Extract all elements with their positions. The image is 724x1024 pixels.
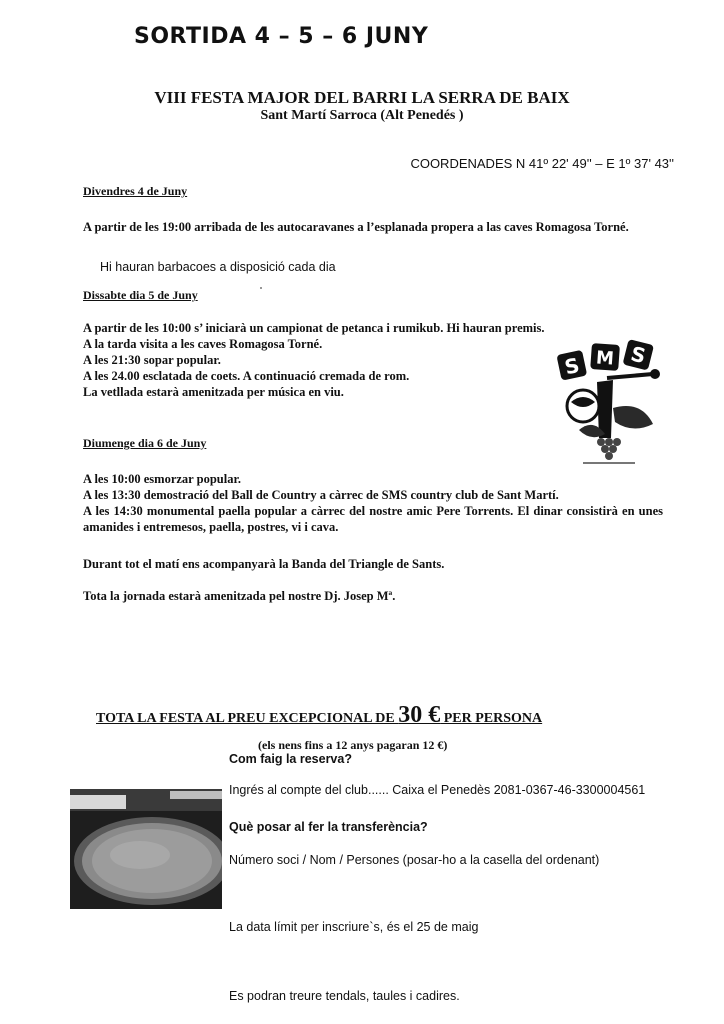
scan-speck: [260, 287, 262, 289]
transfer-info: Número soci / Nom / Persones (posar-ho a la casella del ordenant): [229, 853, 600, 867]
sunday-dj-text: Tota la jornada estarà amenitzada pel nostre Dj. Josep Mª.: [83, 589, 396, 603]
saturday-line: A les 24.00 esclatada de coets. A continuació cremada de rom.: [83, 369, 410, 383]
bank-account-info: Ingrés al compte del club...... Caixa el Penedès 2081-0367-46-3300004561: [229, 783, 646, 797]
kids-price: (els nens fins a 12 anys pagaran 12 €): [258, 738, 448, 752]
logo-letter-s2: S: [628, 341, 649, 369]
booking-question: Com faig la reserva?: [229, 752, 352, 766]
saturday-line: A partir de les 10:00 s’ iniciarà un campionat de petanca i rumikub. Hi hauran premis.: [83, 321, 545, 335]
friday-arrival-text: A partir de les 19:00 arribada de les autocaravanes a l’esplanada propera a las caves Romagosa Torné.: [83, 220, 629, 234]
price-suffix: PER PERSONA: [440, 711, 543, 726]
saturday-heading: Dissabte dia 5 de Juny: [83, 288, 198, 302]
sunday-paella-text: A les 14:30 monumental paella popular a càrrec del nostre amic Pere Torrents. El dinar consistirà en unes amanides i entremesos, paella, postres, vi i cava.: [83, 504, 663, 534]
logo-letter-s1: S: [562, 352, 582, 380]
sunday-line: A les 13:30 demostració del Ball de Country a càrrec de SMS country club de Sant Martí.: [83, 488, 559, 502]
price-banner: [96, 702, 656, 729]
price-amount: 30 €: [398, 702, 441, 728]
sunday-program: [83, 471, 663, 503]
sunday-band-text: Durant tot el matí ens acompanyarà la Banda del Triangle de Sants.: [83, 557, 445, 571]
sunday-line: A les 10:00 esmorzar popular.: [83, 472, 241, 486]
gps-coordinates: COORDENADES N 41º 22' 49'' – E 1º 37' 43'': [410, 156, 674, 171]
transfer-question: Què posar al fer la transferència?: [229, 820, 428, 834]
saturday-line: La vetllada estarà amenitzada per música en viu.: [83, 385, 344, 399]
furniture-note: Es podran treure tendals, taules i cadires.: [229, 989, 460, 1003]
paella-photo: [70, 789, 222, 909]
barbecue-note: Hi hauran barbacoes a disposició cada dia: [100, 260, 336, 274]
registration-deadline: La data límit per inscriure`s, és el 25 de maig: [229, 920, 479, 934]
saturday-line: A la tarda visita a les caves Romagosa Torné.: [83, 337, 323, 351]
trip-dates-heading: SORTIDA 4 – 5 – 6 JUNY: [134, 24, 429, 49]
festival-location: Sant Martí Sarroca (Alt Penedés ): [260, 108, 464, 123]
saturday-line: A les 21:30 sopar popular.: [83, 353, 221, 367]
festival-title: VIII FESTA MAJOR DEL BARRI LA SERRA DE BAIX: [154, 88, 570, 107]
friday-heading: Divendres 4 de Juny: [83, 184, 188, 198]
logo-letter-m: M: [595, 347, 615, 370]
price-prefix: TOTA LA FESTA AL PREU EXCEPCIONAL DE: [96, 711, 399, 726]
paella-pan-image: [70, 789, 222, 909]
sms-country-club-logo: [553, 338, 665, 468]
sunday-heading: Diumenge dia 6 de Juny: [83, 436, 207, 450]
